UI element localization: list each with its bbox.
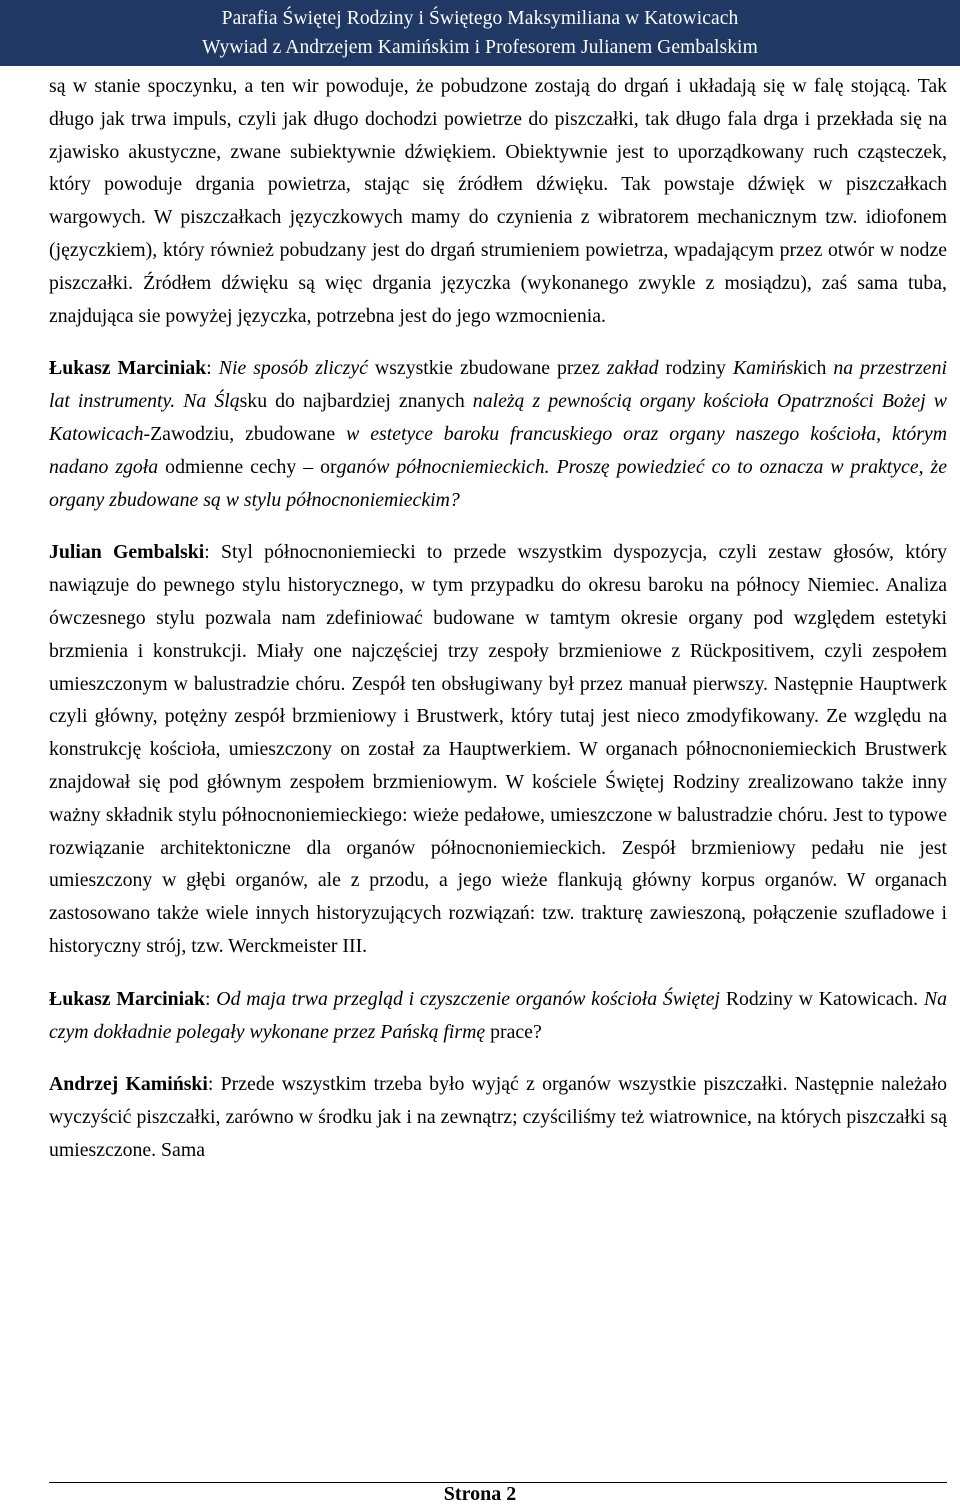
paragraph-text: : Styl północnoniemiecki to przede wszystkim dyspozycja, czyli zestaw głosów, który nawiązuje do pewnego stylu historycznego, w tym przypadku do okresu baroku na północy Niemiec. Analiza ówczesnego stylu pozwala nam zdefiniować budowane w tamtym okresie organy pod względem estetyki brzmienia i konstrukcji. Miały one najczęściej trzy zespoły brzmieniowe z Rückpositivem, czyli zespołem umieszczonym w balustradzie chóru. Zespół ten obsługiwany był przez manuał pierwszy. Następnie Hauptwerk czyli główny, potężny zespół brzmieniowy i Brustwerk, który tutaj jest nieco zmodyfikowany. Ze względu na konstrukcję kościoła, umieszczony on został za Hauptwerkiem. W organach północnoniemieckich Brustwerk znajdował się pod głównym zespołem brzmieniowym. W kościele Świętej Rodziny zrealizowano także inny ważny składnik stylu północnoniemieckiego: wieże pedałowe, umieszczone w balustradzie chóru. Jest to typowe rozwiązanie architektoniczne dla organów północnoniemieckich. Zespół brzmieniowy pedału nie jest umieszczony w głębi organów, ale z przodu, a jego wieże flankują główny korpus organów. W organach zastosowano także wiele innych historyzujących rozwiązań: tzw. trakturę zawieszoną, połączenie szufladowe i historyczny strój, tzw. Werckmeister III. [49, 541, 947, 957]
paragraph-text: : Przede wszystkim trzeba było wyjąć z organów wszystkie piszczałki. Następnie należało wyczyścić piszczałki, zarówno w środku jak i na zewnątrz; czyściliśmy też wiatrownice, na których piszczałki są umieszczone. Sama [49, 1073, 948, 1161]
paragraph-organ-acoustics [49, 70, 947, 332]
page-header [0, 0, 960, 66]
page-number: Strona 2 [443, 1483, 517, 1505]
speaker-name: Julian Gembalski [49, 541, 205, 564]
paragraph-answer-kaminski [49, 1068, 947, 1166]
page-footer [0, 1470, 960, 1506]
document-body [49, 70, 947, 1187]
header-interview-title: Wywiad z Andrzejem Kamińskim i Profesorem Julianem Gembalskim [202, 37, 758, 58]
paragraph-text: są w stanie spoczynku, a ten wir powoduje, że pobudzone zostają do drgań i układają się w falę stojącą. Tak długo jak trwa impuls, czyli jak długo dochodzi powietrze do piszczałki, tak długo fala drga i przekłada się na zjawisko akustyczne, zwane subiektywnie dźwiękiem. Obiektywnie jest to uporządkowany ruch cząsteczek, który powoduje drgania powietrza, stając się źródłem dźwięku. Tak powstaje dźwięk w piszczałkach wargowych. W piszczałkach języczkowych mamy do czynienia z wibratorem mechanicznym tzw. idiofonem (języczkiem), który również pobudzany jest do drgań strumieniem powietrza, wpadającym przez otwór w nodze piszczałki. Źródłem dźwięku są więc drgania języczka (wykonanego zwykle z mosiądzu), zaś sama tuba, znajdująca sie powyżej języczka, potrzebna jest do jego wzmocnienia. [49, 75, 947, 327]
speaker-name: Łukasz Marciniak [49, 357, 207, 380]
speaker-name: Łukasz Marciniak [49, 987, 205, 1010]
paragraph-answer-gembalski [49, 536, 947, 962]
speaker-name: Andrzej Kamiński [49, 1073, 208, 1096]
paragraph-question-silesia: Łukasz Marciniak: Nie sposób zliczyć wszystkie zbudowane przez zakład rodziny Kamińskich na przestrzeni lat instrumenty. Na Śląsku do najbardziej znanych należą z pewnością organy kościoła Opatrzności Bożej w Katowicach-Zawodziu, zbudowane w estetyce baroku francuskiego oraz organy naszego kościoła, którym nadano zgoła odmienne cechy – organów północniemieckich. Proszę powiedzieć co to oznacza w praktyce, że organy zbudowane są w stylu północnoniemieckim? [49, 357, 947, 511]
paragraph-question-cleaning: Łukasz Marciniak: Od maja trwa przegląd i czyszczenie organów kościoła Świętej Rodziny w Katowicach. Na czym dokładnie polegały wykonane przez Pańską firmę prace? [49, 987, 947, 1043]
header-parish-title: Parafia Świętej Rodziny i Świętego Maksymiliana w Katowicach [221, 8, 739, 29]
